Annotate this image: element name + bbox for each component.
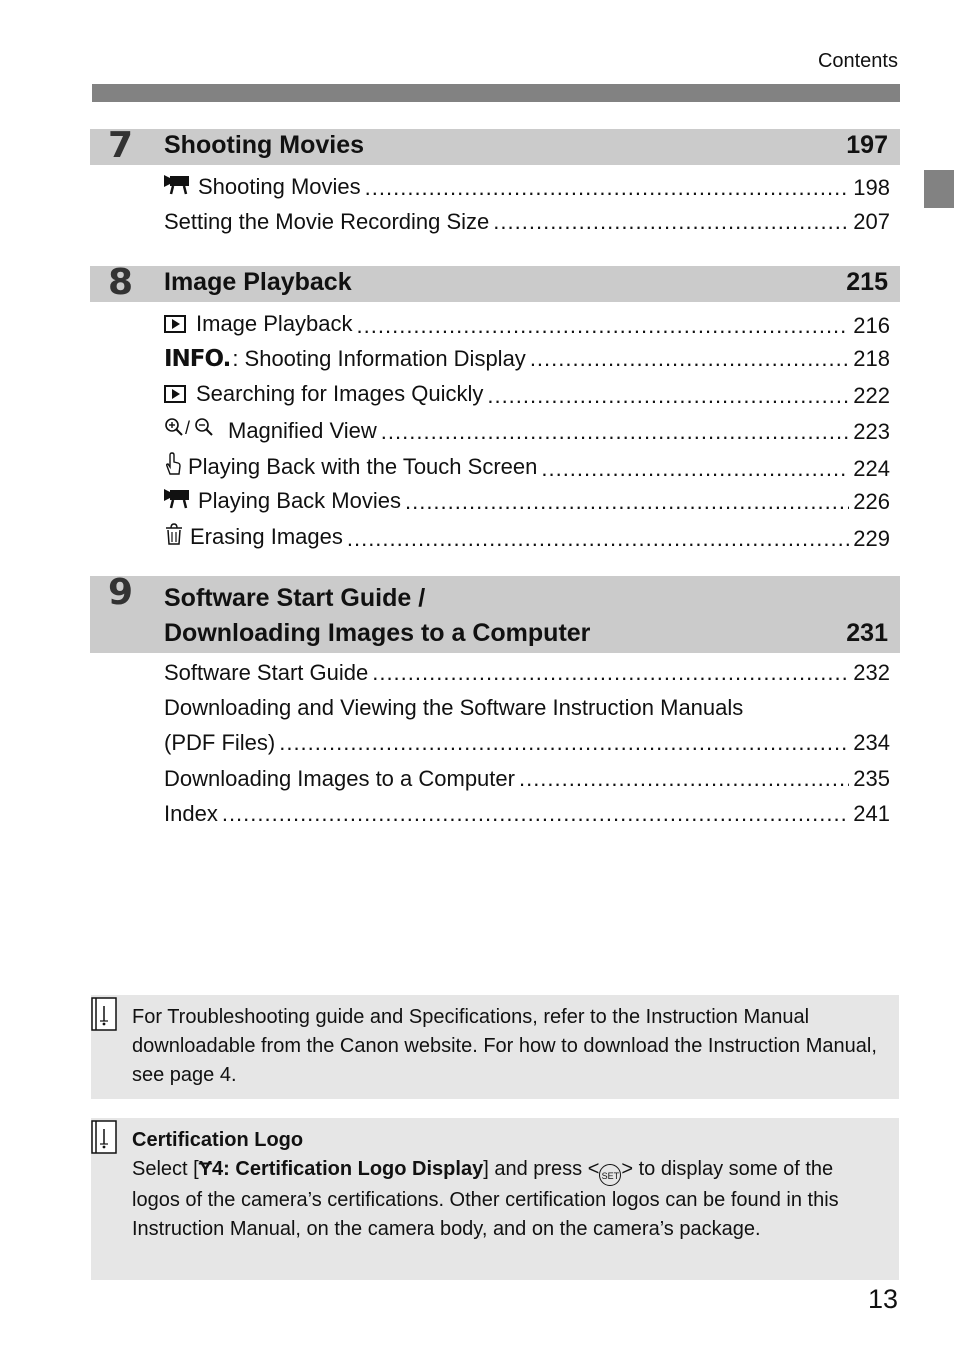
entry-label: Software Start Guide xyxy=(164,660,369,685)
chapter-title-line2: Downloading Images to a Computer xyxy=(164,619,591,647)
entry-page: 224 xyxy=(853,456,890,481)
entry-label: Searching for Images Quickly xyxy=(196,381,484,406)
page-number: 13 xyxy=(867,1284,898,1314)
setup-menu-icon: Ɏ xyxy=(198,1158,213,1180)
playback-icon xyxy=(164,315,186,333)
note-paragraph xyxy=(132,1155,882,1244)
svg-text:/: / xyxy=(185,418,191,438)
entry-page: 218 xyxy=(853,346,890,371)
leader-dots xyxy=(357,313,850,339)
entry-label: Image Playback xyxy=(196,311,353,336)
leader-dots xyxy=(487,383,849,409)
note-text-before: Select [ xyxy=(132,1158,199,1180)
chapter-page: 215 xyxy=(846,268,888,296)
memo-icon xyxy=(91,997,113,1027)
trash-icon xyxy=(164,522,184,552)
toc-entry[interactable] xyxy=(164,346,890,376)
chapter-header-7 xyxy=(90,125,900,166)
toc-entry[interactable] xyxy=(164,522,890,552)
toc-entry[interactable] xyxy=(164,417,890,447)
toc-entry[interactable] xyxy=(164,452,890,482)
entry-page: 207 xyxy=(853,209,890,234)
leader-dots xyxy=(381,419,849,445)
info-icon: INFO. xyxy=(164,346,231,372)
chapter-number: 7 xyxy=(108,125,134,166)
leader-dots xyxy=(222,801,849,827)
entry-label: Setting the Movie Recording Size xyxy=(164,209,490,234)
toc-entry[interactable] xyxy=(164,660,890,690)
leader-dots xyxy=(365,175,850,201)
leader-dots xyxy=(530,346,849,372)
note-box-certification xyxy=(91,1118,899,1280)
chapter-number: 8 xyxy=(108,262,134,303)
toc-entry[interactable] xyxy=(164,766,890,796)
set-button-icon: SET xyxy=(599,1164,621,1186)
chapter-title: Shooting Movies xyxy=(164,131,364,159)
leader-dots xyxy=(279,730,849,756)
entry-label: Downloading Images to a Computer xyxy=(164,766,515,791)
chapter-header-9 xyxy=(90,572,900,653)
toc-entry[interactable] xyxy=(164,209,890,239)
note-box xyxy=(91,995,899,1099)
chapter-title: Image Playback xyxy=(164,268,352,296)
note-text-after: > to display some of the logos of the camera’s certifications. Other certification logos can be found in this Instruction Manual, on the camera body, and on the camera’s package. xyxy=(132,1158,839,1240)
chapter-page: 197 xyxy=(846,131,888,159)
leader-dots xyxy=(372,660,849,686)
memo-icon xyxy=(91,1120,113,1150)
toc-entry[interactable] xyxy=(164,801,890,831)
toc-entry[interactable] xyxy=(164,381,890,411)
chapter-header-8 xyxy=(90,262,900,303)
toc-entry[interactable] xyxy=(164,730,890,760)
entry-label: Magnified View xyxy=(228,418,377,443)
toc-entry[interactable] xyxy=(164,487,890,517)
entry-page: 222 xyxy=(853,383,890,408)
leader-dots xyxy=(347,526,849,552)
entry-page: 232 xyxy=(853,660,890,685)
movie-icon xyxy=(164,487,190,515)
note-heading: Certification Logo xyxy=(132,1129,304,1151)
touch-icon xyxy=(164,452,182,482)
toc-entry[interactable] xyxy=(164,173,890,203)
leader-dots xyxy=(493,209,849,235)
entry-label: Shooting Movies xyxy=(198,174,361,199)
note-text-mid: ] and press < xyxy=(483,1158,600,1180)
note-body xyxy=(132,1126,882,1244)
entry-label: (PDF Files) xyxy=(164,730,276,755)
entry-page: 198 xyxy=(853,175,890,200)
entry-page: 216 xyxy=(853,313,890,338)
chapter-page: 231 xyxy=(846,619,888,647)
playback-icon xyxy=(164,385,186,403)
entry-label: : Shooting Information Display xyxy=(232,346,526,371)
movie-icon xyxy=(164,173,190,201)
entry-page: 229 xyxy=(853,526,890,551)
entry-page: 223 xyxy=(853,419,890,444)
entry-label: Playing Back Movies xyxy=(198,488,401,513)
toc-entry-line1[interactable]: Downloading and Viewing the Software Instruction Manuals xyxy=(164,695,744,720)
chapter-title-line1: Software Start Guide / xyxy=(164,584,426,612)
top-rule xyxy=(92,84,900,102)
note-text: For Troubleshooting guide and Specifications, refer to the Instruction Manual downloadable from the Canon website. For how to download the Instruction Manual, see page 4. xyxy=(132,1006,877,1086)
leader-dots xyxy=(519,766,849,792)
chapter-number: 9 xyxy=(108,572,134,613)
entry-label: Index xyxy=(164,801,218,826)
entry-page: 235 xyxy=(853,766,890,791)
running-head: Contents xyxy=(817,50,898,72)
entry-label: Erasing Images xyxy=(190,524,343,549)
section-tab-marker xyxy=(924,170,954,208)
entry-page: 241 xyxy=(853,801,890,826)
entry-page: 226 xyxy=(853,489,890,514)
toc-entry[interactable] xyxy=(164,311,890,341)
entry-page: 234 xyxy=(853,730,890,755)
leader-dots xyxy=(405,489,849,515)
entry-label: Playing Back with the Touch Screen xyxy=(188,454,538,479)
leader-dots xyxy=(541,456,849,482)
menu-item-name: 4: Certification Logo Display xyxy=(212,1158,484,1180)
magnify-icons xyxy=(164,417,220,445)
